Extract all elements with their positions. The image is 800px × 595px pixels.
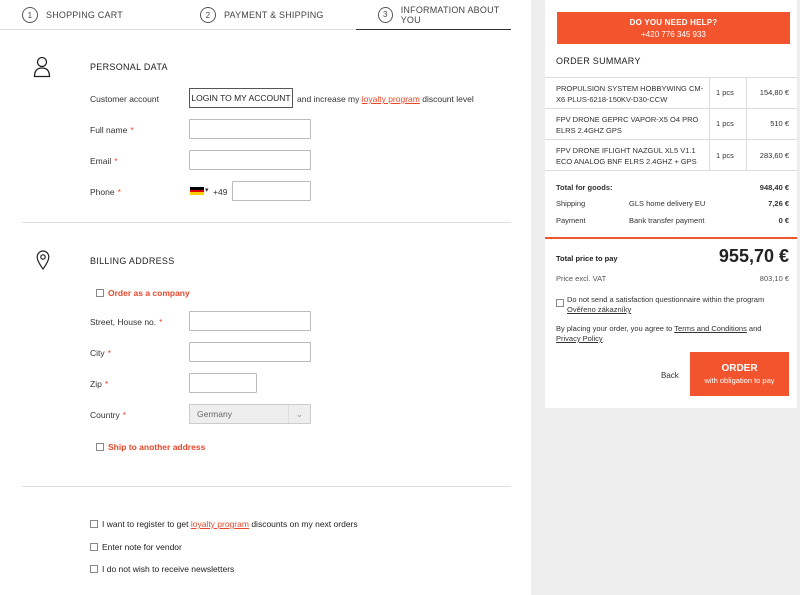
germany-flag-icon[interactable]: [190, 187, 204, 195]
required-mark: *: [159, 317, 163, 327]
total-divider: [545, 237, 797, 239]
step-information[interactable]: [356, 0, 511, 30]
help-button[interactable]: [557, 12, 790, 44]
register-label[interactable]: [102, 519, 358, 529]
step-number: 3: [378, 7, 393, 23]
email-field[interactable]: [189, 150, 311, 170]
country-label: Country *: [90, 410, 127, 420]
item-qty: 1 pcs: [716, 151, 734, 160]
register-checkbox[interactable]: [90, 520, 98, 528]
loyalty-text-post: discount level: [422, 94, 474, 104]
step-label: PAYMENT & SHIPPING: [224, 10, 324, 20]
email-label: Email *: [90, 156, 118, 166]
summary-divider: [545, 108, 797, 109]
street-field[interactable]: [189, 311, 311, 331]
newsletter-label[interactable]: I do not wish to receive newsletters: [102, 564, 235, 574]
country-select[interactable]: [189, 404, 311, 424]
item-name: FPV DRONE GEPRC VAPOR-X5 O4 PRO ELRS 2.4GHZ GPS: [556, 115, 699, 135]
country-value: Germany: [197, 409, 232, 419]
required-mark: *: [122, 410, 127, 420]
item-qty: 1 pcs: [716, 119, 734, 128]
step-label: SHOPPING CART: [46, 10, 123, 20]
shipping-label: Shipping: [556, 199, 586, 208]
checkout-steps: [0, 0, 531, 30]
questionnaire-label[interactable]: [567, 295, 789, 315]
order-summary-title: ORDER SUMMARY: [556, 56, 641, 66]
customer-account-label: Customer account: [90, 94, 159, 104]
item-name: FPV DRONE IFLIGHT NAZGUL XL5 V1.1 ECO ANALOG BNF ELRS 2.4GHZ + GPS: [556, 146, 697, 166]
step-number: 2: [200, 7, 216, 23]
payment-label: Payment: [556, 216, 586, 225]
order-button-label: ORDER: [721, 363, 758, 374]
required-mark: *: [117, 187, 121, 197]
help-phone[interactable]: +420 776 345 933: [641, 30, 706, 39]
back-button[interactable]: Back: [661, 371, 679, 380]
step-number: 1: [22, 7, 38, 23]
shipping-value: 7,26 €: [768, 199, 789, 208]
ship-another-address-checkbox[interactable]: [96, 443, 104, 451]
payment-method: Bank transfer payment: [629, 216, 705, 225]
register-loyalty-link[interactable]: loyalty program: [190, 519, 249, 529]
section-divider: [22, 486, 511, 487]
item-qty: 1 pcs: [716, 88, 734, 97]
summary-divider: [545, 139, 797, 140]
column-divider: [746, 77, 747, 170]
city-field[interactable]: [189, 342, 311, 362]
total-goods-value: 948,40 €: [759, 183, 789, 192]
newsletter-checkbox[interactable]: [90, 565, 98, 573]
terms-text: [556, 324, 786, 344]
shipping-method: GLS home delivery EU: [629, 199, 706, 208]
questionnaire-text: Do not send a satisfaction questionnaire within the program: [567, 295, 765, 304]
item-name: PROPULSION SYSTEM HOBBYWING CM-X6 PLUS-6218-150KV-D30-CCW: [556, 84, 704, 104]
full-name-label: Full name *: [90, 125, 134, 135]
vendor-note-label[interactable]: Enter note for vendor: [102, 542, 182, 552]
required-mark: *: [104, 379, 109, 389]
privacy-link[interactable]: Privacy Policy: [556, 334, 603, 343]
summary-divider: [545, 170, 797, 171]
steps-divider: [0, 29, 356, 30]
terms-link[interactable]: Terms and Conditions: [674, 324, 747, 333]
street-label: Street, House no. *: [90, 317, 163, 327]
vendor-note-checkbox[interactable]: [90, 543, 98, 551]
questionnaire-checkbox[interactable]: [556, 299, 564, 307]
personal-data-title: PERSONAL DATA: [90, 62, 168, 72]
order-as-company-checkbox[interactable]: [96, 289, 104, 297]
step-payment-shipping[interactable]: [200, 0, 324, 30]
order-button[interactable]: [690, 352, 789, 396]
step-shopping-cart[interactable]: [22, 0, 123, 30]
full-name-field[interactable]: [189, 119, 311, 139]
required-mark: *: [107, 348, 111, 358]
login-button[interactable]: LOGIN TO MY ACCOUNT: [189, 88, 293, 108]
excl-vat-value: 803,10 €: [759, 274, 789, 283]
column-divider: [709, 77, 710, 170]
ship-another-address-label[interactable]: Ship to another address: [108, 442, 206, 452]
total-goods-label: Total for goods:: [556, 183, 613, 192]
city-label: City *: [90, 348, 111, 358]
payment-value: 0 €: [778, 216, 789, 225]
loyalty-text-pre: and increase my: [297, 94, 360, 104]
required-mark: *: [130, 125, 134, 135]
excl-vat-label: Price excl. VAT: [556, 274, 607, 283]
item-price: 154,80 €: [759, 88, 789, 97]
total-price-value: 955,70 €: [718, 246, 789, 266]
summary-divider: [545, 77, 797, 78]
user-icon: [33, 56, 51, 78]
billing-address-title: BILLING ADDRESS: [90, 256, 175, 266]
register-text-pre: I want to register to get: [102, 519, 189, 529]
loyalty-text: [297, 94, 474, 104]
total-price-label: Total price to pay: [556, 254, 618, 263]
help-title: DO YOU NEED HELP?: [629, 18, 718, 27]
zip-field[interactable]: [189, 373, 257, 393]
chevron-down-icon: ⌄: [288, 405, 310, 423]
phone-label: Phone *: [90, 187, 121, 197]
step-label: INFORMATION ABOUT YOU: [400, 4, 500, 25]
caret-down-icon[interactable]: ▾: [205, 187, 209, 194]
terms-and: and: [748, 324, 762, 333]
item-price: 510 €: [770, 119, 789, 128]
phone-prefix: +49: [213, 187, 228, 197]
section-divider: [22, 222, 511, 223]
phone-field[interactable]: [232, 181, 311, 201]
questionnaire-link[interactable]: Ověřeno zákazníky: [567, 305, 632, 314]
zip-label: Zip *: [90, 379, 109, 389]
terms-text-pre: By placing your order, you agree to: [556, 324, 673, 333]
required-mark: *: [114, 156, 118, 166]
item-price: 283,60 €: [759, 151, 789, 160]
order-button-sublabel: with obligation to pay: [704, 376, 775, 385]
order-as-company-label[interactable]: Order as a company: [108, 288, 190, 298]
register-text-post: discounts on my next orders: [251, 519, 358, 529]
loyalty-program-link[interactable]: loyalty program: [361, 94, 420, 104]
location-pin-icon: [36, 250, 50, 270]
